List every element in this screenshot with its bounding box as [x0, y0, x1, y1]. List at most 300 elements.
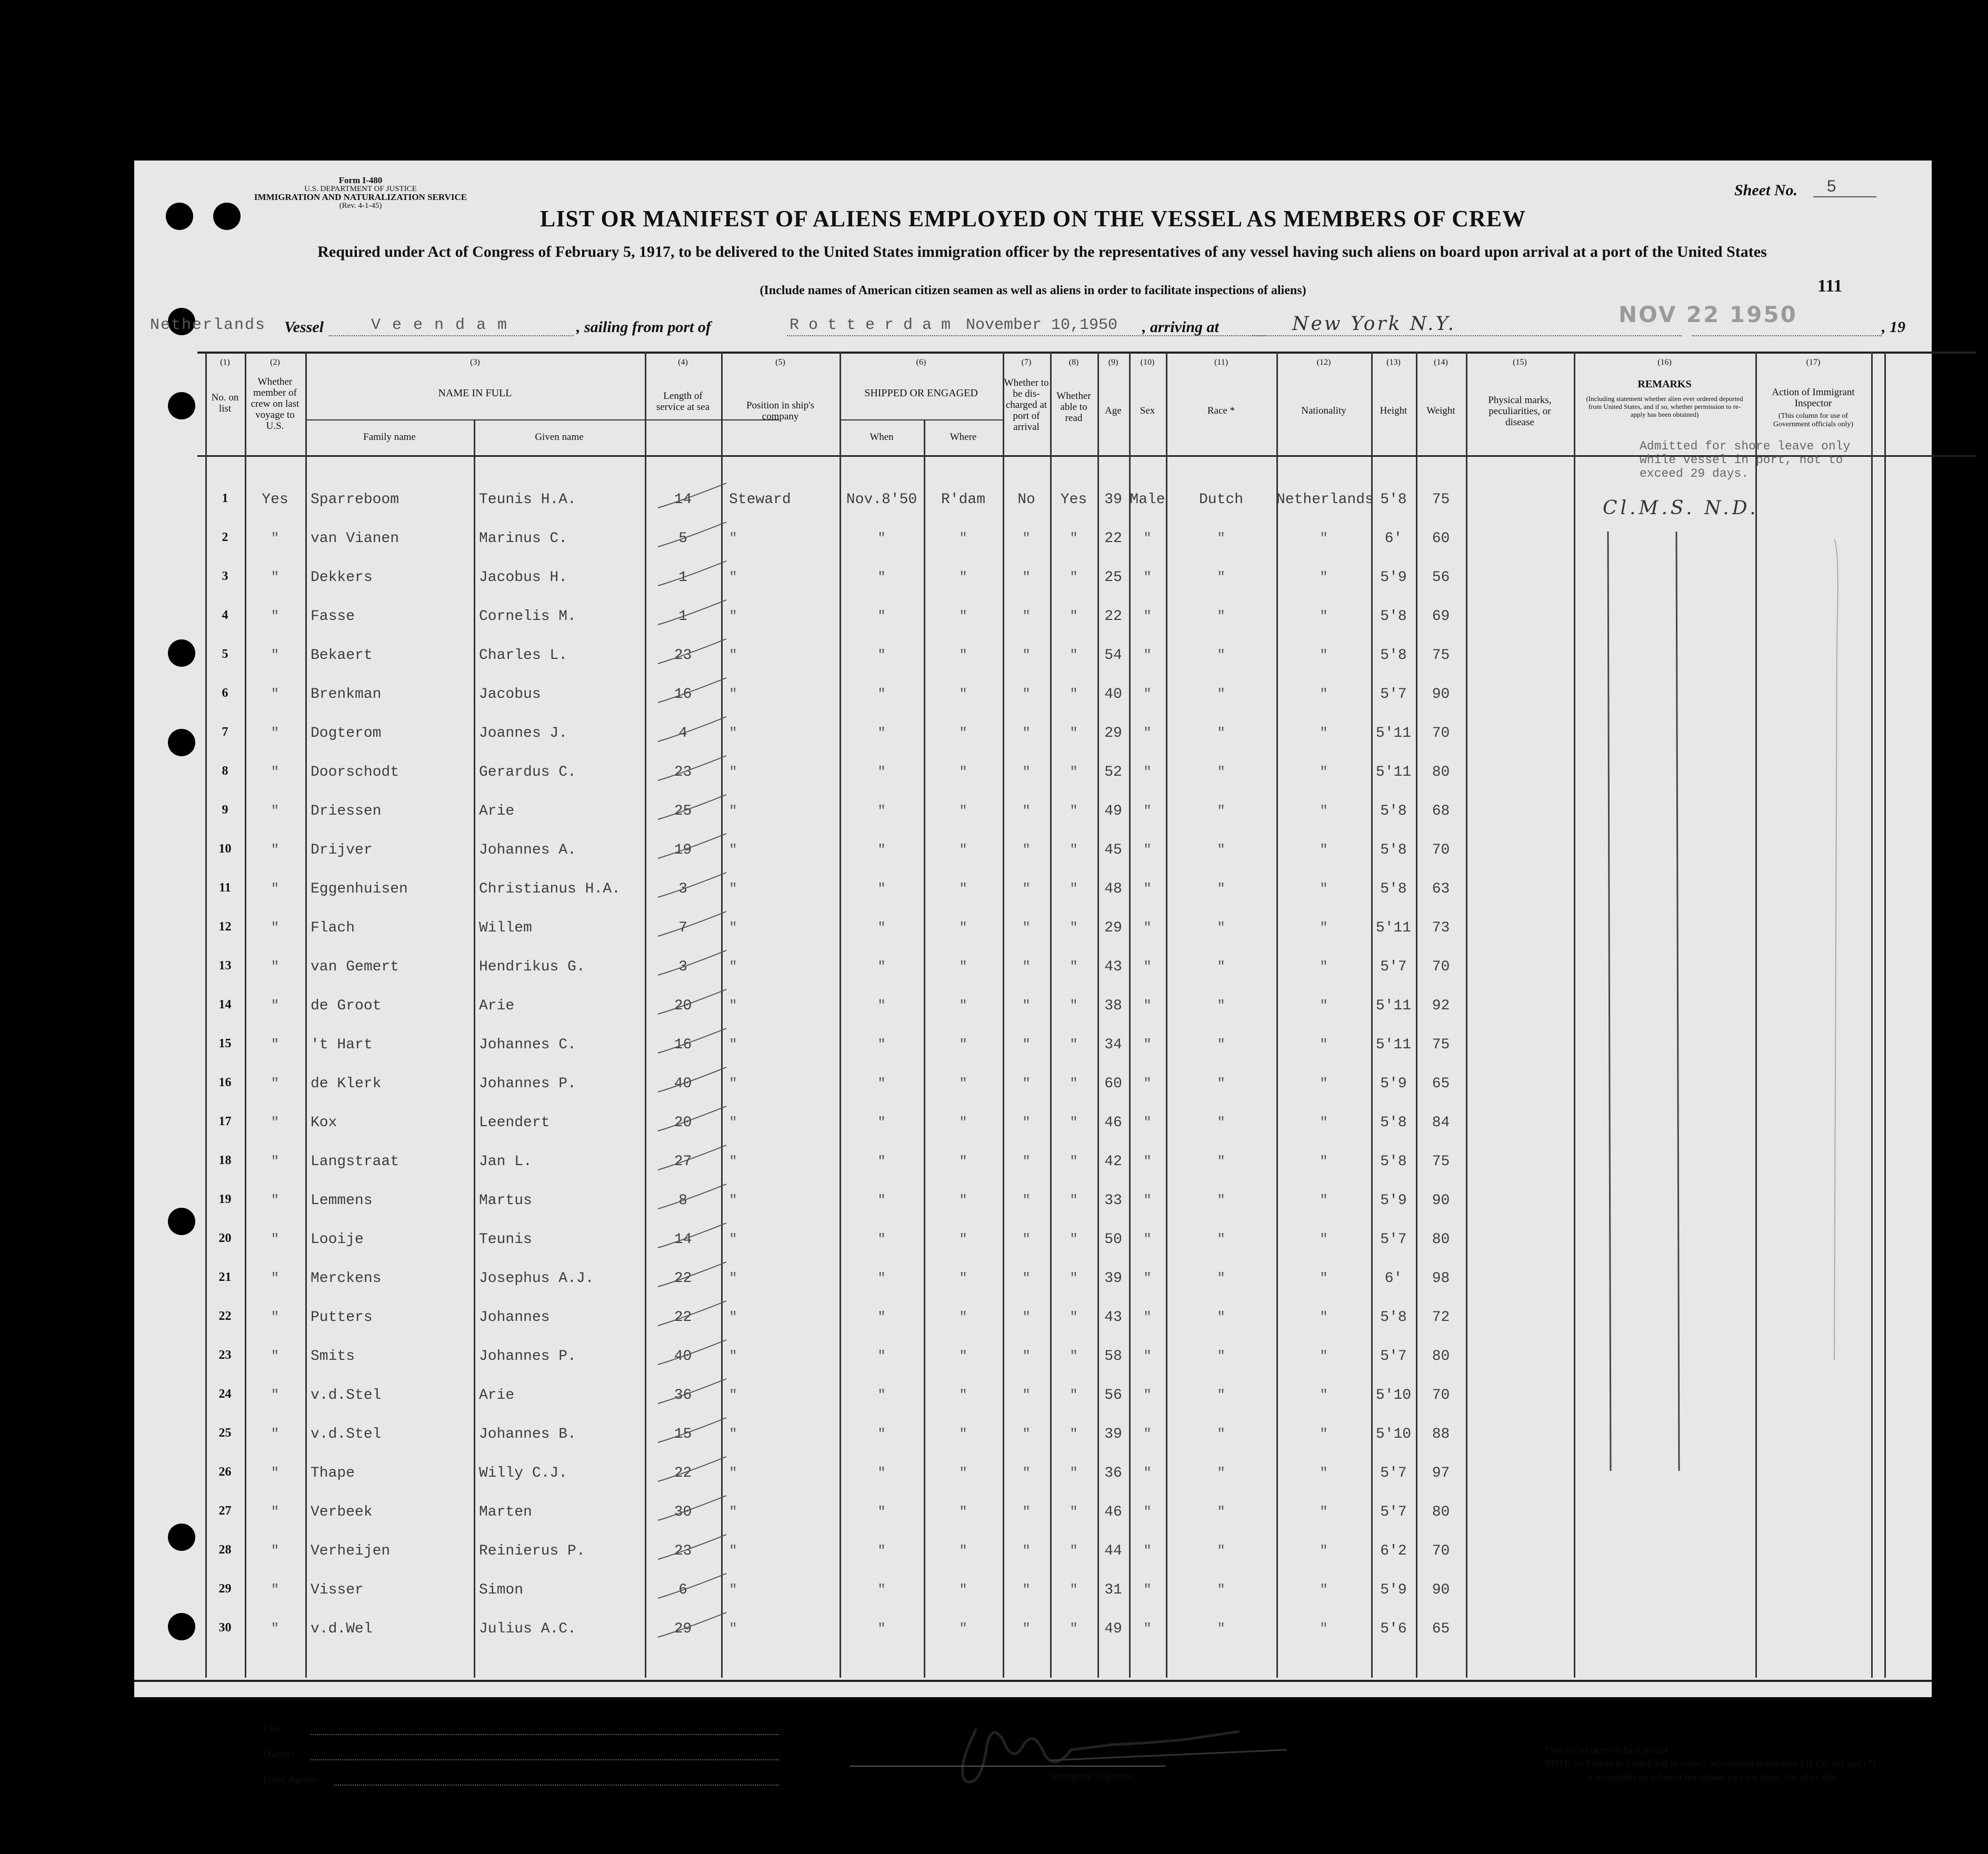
cell-age: 58: [1104, 1348, 1122, 1365]
cell-service: 15: [674, 1426, 692, 1442]
cell-sex: ": [1143, 1465, 1152, 1481]
cell-no: 25: [218, 1426, 232, 1440]
cell-prev: ": [271, 1621, 279, 1637]
cell-age: 33: [1104, 1192, 1122, 1209]
cell-given: Johannes C.: [479, 1037, 576, 1053]
cell-race: ": [1217, 569, 1225, 585]
cell-service: 36: [674, 1387, 692, 1404]
cell-age: 54: [1104, 647, 1122, 664]
col-12-number: (12): [1316, 358, 1331, 367]
cell-nat: ": [1320, 608, 1328, 624]
cell-position: ": [729, 1076, 737, 1091]
cell-height: 5'10: [1375, 1387, 1412, 1404]
cell-age: 40: [1104, 686, 1122, 703]
cell-service: 23: [674, 647, 692, 664]
cell-where: R'dam: [941, 492, 985, 508]
cell-where: ": [959, 920, 967, 936]
cell-disch: ": [1022, 1076, 1031, 1091]
cell-age: 52: [1104, 764, 1122, 780]
cell-no: 17: [218, 1115, 232, 1128]
cell-when: ": [877, 1426, 886, 1442]
cell-given: Teunis H.A.: [479, 492, 576, 508]
cell-no: 12: [218, 920, 232, 934]
name-header-rule: [305, 419, 779, 420]
cell-no: 8: [222, 764, 228, 778]
check-mark: [653, 713, 737, 749]
cell-position: ": [729, 881, 737, 897]
cell-position: ": [729, 842, 737, 858]
cell-when: ": [877, 881, 886, 897]
cell-service: 5: [678, 530, 687, 547]
cell-where: ": [959, 764, 967, 780]
cell-no: 26: [218, 1465, 232, 1479]
cell-no: 16: [218, 1076, 232, 1089]
cell-sex: ": [1143, 1154, 1152, 1169]
cell-given: Johannes P.: [479, 1348, 576, 1365]
cell-position: ": [729, 1115, 737, 1130]
cell-nat: ": [1320, 920, 1328, 936]
cell-when: ": [877, 1543, 886, 1559]
check-mark: [653, 479, 737, 516]
cell-service: 30: [674, 1504, 692, 1520]
cell-disch: ": [1022, 1504, 1031, 1520]
cell-where: ": [959, 1426, 967, 1442]
check-mark: [653, 1063, 737, 1100]
cell-position: ": [729, 1348, 737, 1364]
cell-position: ": [729, 1154, 737, 1169]
races-note: *See list of races on back hereof.: [1545, 1745, 1671, 1755]
cell-family: Verheijen: [311, 1543, 391, 1559]
cell-read: ": [1070, 1154, 1078, 1169]
cell-service: 22: [674, 1309, 692, 1326]
col-16-number: (16): [1657, 358, 1672, 367]
col-12-header: Nationality: [1301, 405, 1346, 416]
cell-when: ": [877, 764, 886, 780]
cell-when: ": [877, 530, 886, 546]
cell-disch: ": [1022, 1309, 1031, 1325]
cell-service: 3: [678, 881, 687, 897]
cell-nat: ": [1320, 725, 1328, 741]
cell-no: 23: [218, 1348, 232, 1362]
cell-service: 1: [678, 569, 687, 586]
cell-weight: 80: [1432, 1348, 1450, 1365]
cell-sex: ": [1143, 725, 1152, 741]
check-mark: [653, 790, 737, 827]
cell-where: ": [959, 1154, 967, 1169]
check-mark: [653, 829, 737, 866]
cell-prev: ": [271, 998, 279, 1014]
cell-nat: ": [1320, 1270, 1328, 1286]
cell-race: ": [1217, 1543, 1225, 1559]
cell-when: ": [877, 1309, 886, 1325]
cell-family: Looije: [311, 1231, 364, 1248]
cell-no: 28: [218, 1543, 232, 1557]
cell-where: ": [959, 803, 967, 819]
col-2-header: Whether member of crew on last voyage to U.S.: [251, 376, 299, 432]
cell-weight: 70: [1432, 1543, 1450, 1559]
cell-service: 22: [674, 1270, 692, 1287]
cell-race: ": [1217, 764, 1225, 780]
cell-age: 56: [1104, 1387, 1122, 1404]
cell-position: ": [729, 764, 737, 780]
col-3-header: NAME IN FULL: [438, 387, 512, 399]
cell-disch: ": [1022, 1582, 1031, 1598]
col-14-header: Weight: [1426, 405, 1455, 416]
cell-read: ": [1070, 1270, 1078, 1286]
cell-prev: ": [271, 1309, 279, 1325]
cell-position: ": [729, 530, 737, 546]
cell-given: Josephus A.J.: [479, 1270, 594, 1287]
cell-where: ": [959, 881, 967, 897]
cell-when: ": [877, 920, 886, 936]
remarks-line: while vessel in port, not to: [1640, 453, 1843, 467]
cell-disch: ": [1022, 1543, 1031, 1559]
cell-read: ": [1070, 1543, 1078, 1559]
cell-height: 5'9: [1380, 1076, 1407, 1092]
cell-given: Martus: [479, 1192, 532, 1209]
cell-disch: ": [1022, 881, 1031, 897]
cell-nat: ": [1320, 530, 1328, 546]
cell-height: 5'8: [1380, 842, 1407, 858]
cell-race: ": [1217, 530, 1225, 546]
cell-no: 10: [218, 842, 232, 856]
cell-service: 14: [674, 1231, 692, 1248]
cell-service: 1: [678, 608, 687, 625]
owners-blank: [311, 1759, 779, 1760]
cell-when: ": [877, 725, 886, 741]
cell-prev: ": [271, 1154, 279, 1169]
cell-given: Marten: [479, 1504, 532, 1520]
cell-read: ": [1070, 1387, 1078, 1403]
cell-position: ": [729, 1621, 737, 1637]
cell-when: ": [877, 1037, 886, 1053]
cell-sex: ": [1143, 998, 1152, 1014]
cell-nat: ": [1320, 1504, 1328, 1520]
cell-race: ": [1217, 1309, 1225, 1325]
cell-height: 5'7: [1380, 686, 1407, 703]
cell-position: ": [729, 959, 737, 975]
cell-sex: ": [1143, 1037, 1152, 1053]
cell-nat: ": [1320, 881, 1328, 897]
cell-weight: 70: [1432, 842, 1450, 858]
sheet-label: Sheet No.: [1734, 182, 1797, 199]
cell-sex: ": [1143, 803, 1152, 819]
cell-where: ": [959, 608, 967, 624]
cell-where: ": [959, 1582, 967, 1598]
cell-race: ": [1217, 1270, 1225, 1286]
cell-position: ": [729, 1543, 737, 1559]
cell-family: Thape: [311, 1465, 355, 1481]
cell-weight: 63: [1432, 881, 1450, 897]
cell-prev: ": [271, 686, 279, 702]
cell-race: ": [1217, 1192, 1225, 1208]
cell-nat: ": [1320, 686, 1328, 702]
vessel-flag: Netherlands: [150, 316, 266, 334]
col-7-number: (7): [1021, 358, 1032, 367]
check-mark: [653, 1180, 737, 1217]
cell-position: ": [729, 1270, 737, 1286]
col-15-number: (15): [1513, 358, 1527, 367]
cell-family: Dogterom: [311, 725, 382, 741]
check-mark: [653, 1297, 737, 1334]
check-mark: [653, 557, 737, 594]
cell-read: ": [1070, 686, 1078, 702]
arrival-date-stamp: NOV 22 1950: [1619, 302, 1797, 327]
cell-when: ": [877, 1465, 886, 1481]
cell-race: ": [1217, 725, 1225, 741]
cell-prev: ": [271, 647, 279, 663]
cell-family: de Klerk: [311, 1076, 382, 1092]
col-14-number: (14): [1434, 358, 1448, 367]
cell-prev: ": [271, 1348, 279, 1364]
cell-given: Jacobus H.: [479, 569, 568, 586]
cell-race: ": [1217, 803, 1225, 819]
cell-weight: 90: [1432, 686, 1450, 703]
cell-prev: ": [271, 1465, 279, 1481]
cell-position: ": [729, 569, 737, 585]
cell-family: Bekaert: [311, 647, 373, 664]
cell-read: ": [1070, 1115, 1078, 1130]
cell-nat: ": [1320, 1076, 1328, 1091]
year-label: , 19: [1882, 318, 1905, 336]
punch-hole: [168, 1613, 195, 1640]
punch-hole: [168, 1208, 195, 1235]
col-4-number: (4): [678, 358, 688, 367]
cell-no: 9: [222, 803, 228, 817]
cell-family: Kox: [311, 1115, 337, 1131]
check-mark: [653, 1530, 737, 1567]
cell-height: 5'6: [1380, 1621, 1407, 1637]
cell-disch: ": [1022, 725, 1031, 741]
cell-position: ": [729, 1387, 737, 1403]
cell-given: Teunis: [479, 1231, 532, 1248]
column-rule: [1884, 352, 1886, 1678]
col-5-header: Position in ship's company: [746, 400, 815, 422]
cell-when: ": [877, 1348, 886, 1364]
cell-nat: ": [1320, 1621, 1328, 1637]
cell-read: ": [1070, 764, 1078, 780]
cell-age: 25: [1104, 569, 1122, 586]
check-mark: [653, 1452, 737, 1489]
cell-prev: ": [271, 959, 279, 975]
cell-disch: ": [1022, 608, 1031, 624]
cell-disch: ": [1022, 1037, 1031, 1053]
cell-no: 14: [218, 998, 232, 1011]
cell-service: 8: [678, 1192, 687, 1209]
cell-sex: ": [1143, 1426, 1152, 1442]
cell-disch: ": [1022, 686, 1031, 702]
cell-service: 6: [678, 1582, 687, 1598]
cell-age: 39: [1104, 1270, 1122, 1287]
cell-family: v.d.Stel: [311, 1387, 382, 1404]
cell-given: Simon: [479, 1582, 524, 1598]
cell-disch: ": [1022, 1348, 1031, 1364]
col-5-number: (5): [775, 358, 785, 367]
revision-date: (Rev. 4-1-45): [339, 202, 382, 210]
cell-where: ": [959, 1270, 967, 1286]
col-10-header: Sex: [1140, 405, 1155, 416]
cell-position: ": [729, 608, 737, 624]
cell-prev: ": [271, 569, 279, 585]
cell-weight: 68: [1432, 803, 1450, 819]
cell-height: 5'10: [1375, 1426, 1412, 1442]
cell-service: 22: [674, 1465, 692, 1481]
cell-no: 4: [222, 608, 228, 622]
cell-nat: ": [1320, 803, 1328, 819]
cell-race: ": [1217, 1387, 1225, 1403]
cell-nat: ": [1320, 1387, 1328, 1403]
cell-height: 5'7: [1380, 1348, 1407, 1365]
cell-race: ": [1217, 1504, 1225, 1520]
cell-family: van Vianen: [311, 530, 399, 547]
sailing-label: , sailing from port of: [576, 318, 711, 336]
cell-weight: 84: [1432, 1115, 1450, 1131]
cell-read: Yes: [1060, 492, 1087, 508]
col-8-number: (8): [1068, 358, 1079, 367]
cell-no: 3: [222, 569, 228, 583]
cell-weight: 70: [1432, 1387, 1450, 1404]
cell-height: 5'11: [1375, 1037, 1412, 1053]
cell-read: ": [1070, 1037, 1078, 1053]
cell-when: ": [877, 1192, 886, 1208]
cell-where: ": [959, 647, 967, 663]
check-mark: [653, 518, 737, 555]
cell-race: ": [1217, 1426, 1225, 1442]
cell-no: 1: [222, 492, 228, 505]
cell-given: Johannes B.: [479, 1426, 576, 1442]
cell-age: 22: [1104, 530, 1122, 547]
col-8-header: Whether able to read: [1056, 390, 1091, 424]
cell-height: 5'8: [1380, 647, 1407, 664]
cell-when: ": [877, 1076, 886, 1091]
cell-position: Steward: [729, 492, 791, 508]
cell-service: 27: [674, 1154, 692, 1170]
cell-read: ": [1070, 647, 1078, 663]
col-17-subheader: (This column for use of Government officials only): [1773, 412, 1854, 428]
col-6-number: (6): [916, 358, 926, 367]
stamp-number: 111: [1817, 276, 1843, 296]
col-1-header: No. on list: [211, 392, 239, 414]
line-blank: [311, 1734, 779, 1735]
cell-service: 4: [678, 725, 687, 741]
cell-race: ": [1217, 1037, 1225, 1053]
check-mark: [653, 907, 737, 944]
cell-disch: No: [1017, 492, 1035, 508]
cell-weight: 75: [1432, 647, 1450, 664]
cell-prev: ": [271, 1270, 279, 1286]
col-16-subheader: (Including statement whether alien ever ordered deported from United States, and if so, whether permission to re-apply has been obtained): [1586, 395, 1743, 418]
cell-disch: ": [1022, 530, 1031, 546]
cell-no: 21: [218, 1270, 232, 1284]
cell-family: de Groot: [311, 998, 382, 1014]
cell-read: ": [1070, 998, 1078, 1014]
cell-disch: ": [1022, 959, 1031, 975]
cell-nat: ": [1320, 1543, 1328, 1559]
col-6-header: SHIPPED OR ENGAGED: [864, 387, 978, 399]
cell-sex: ": [1143, 920, 1152, 936]
cell-when: ": [877, 1504, 886, 1520]
cell-weight: 75: [1432, 492, 1450, 508]
cell-where: ": [959, 725, 967, 741]
shipped-header-rule: [840, 419, 1003, 420]
cell-service: 16: [674, 1037, 692, 1053]
cell-disch: ": [1022, 764, 1031, 780]
cell-age: 46: [1104, 1504, 1122, 1520]
cell-disch: ": [1022, 1387, 1031, 1403]
cell-position: ": [729, 1192, 737, 1208]
cell-read: ": [1070, 608, 1078, 624]
cell-prev: ": [271, 881, 279, 897]
cell-age: 22: [1104, 608, 1122, 625]
cell-age: 49: [1104, 803, 1122, 819]
punch-hole: [168, 1524, 195, 1551]
cell-service: 20: [674, 1115, 692, 1131]
col-11-number: (11): [1214, 358, 1228, 367]
cell-no: 7: [222, 725, 228, 739]
cell-where: ": [959, 998, 967, 1014]
cell-where: ": [959, 959, 967, 975]
cell-read: ": [1070, 725, 1078, 741]
inspector-label: Immigrant Inspector.: [1050, 1771, 1134, 1782]
cell-race: ": [1217, 686, 1225, 702]
cell-race: ": [1217, 959, 1225, 975]
check-mark: [653, 1219, 737, 1256]
cell-read: ": [1070, 1621, 1078, 1637]
remarks-handwritten: Cl.M.S. N.D.: [1603, 497, 1759, 519]
cell-height: 5'9: [1380, 1582, 1407, 1598]
cell-race: ": [1217, 1465, 1225, 1481]
cell-given: Christianus H.A.: [479, 881, 621, 897]
cell-nat: ": [1320, 1465, 1328, 1481]
cell-prev: ": [271, 608, 279, 624]
cell-age: 48: [1104, 881, 1122, 897]
cell-nat: ": [1320, 1309, 1328, 1325]
cell-sex: ": [1143, 1543, 1152, 1559]
cell-sex: ": [1143, 1621, 1152, 1637]
punch-hole: [168, 639, 195, 667]
cell-position: ": [729, 803, 737, 819]
cell-disch: ": [1022, 998, 1031, 1014]
cell-where: ": [959, 530, 967, 546]
cell-read: ": [1070, 1426, 1078, 1442]
cell-sex: ": [1143, 1309, 1152, 1325]
cell-where: ": [959, 1192, 967, 1208]
cell-no: 24: [218, 1387, 232, 1401]
cell-prev: ": [271, 1387, 279, 1403]
check-mark: [653, 1375, 737, 1411]
cell-given: Charles L.: [479, 647, 568, 664]
given-name-header: Given name: [535, 432, 584, 443]
cell-service: 25: [674, 803, 692, 819]
cell-height: 5'11: [1375, 725, 1412, 741]
cell-disch: ": [1022, 842, 1031, 858]
cell-weight: 65: [1432, 1621, 1450, 1637]
service-name: IMMIGRATION AND NATURALIZATION SERVICE: [254, 192, 467, 202]
cell-weight: 92: [1432, 998, 1450, 1014]
column-rule: [305, 352, 307, 1678]
cell-position: ": [729, 1504, 737, 1520]
col-17-header: Action of Immigrant Inspector: [1772, 387, 1855, 409]
cell-position: ": [729, 1231, 737, 1247]
cell-race: ": [1217, 1582, 1225, 1598]
cell-when: ": [877, 569, 886, 585]
cell-given: Jan L.: [479, 1154, 532, 1170]
cell-position: ": [729, 920, 737, 936]
cell-position: ": [729, 1582, 737, 1598]
cell-weight: 72: [1432, 1309, 1450, 1326]
penalty-note: NOTE. — Failure to furnish full or correct information in columns (3), (5), (6), and (7): [1545, 1758, 1875, 1769]
cell-weight: 70: [1432, 959, 1450, 975]
